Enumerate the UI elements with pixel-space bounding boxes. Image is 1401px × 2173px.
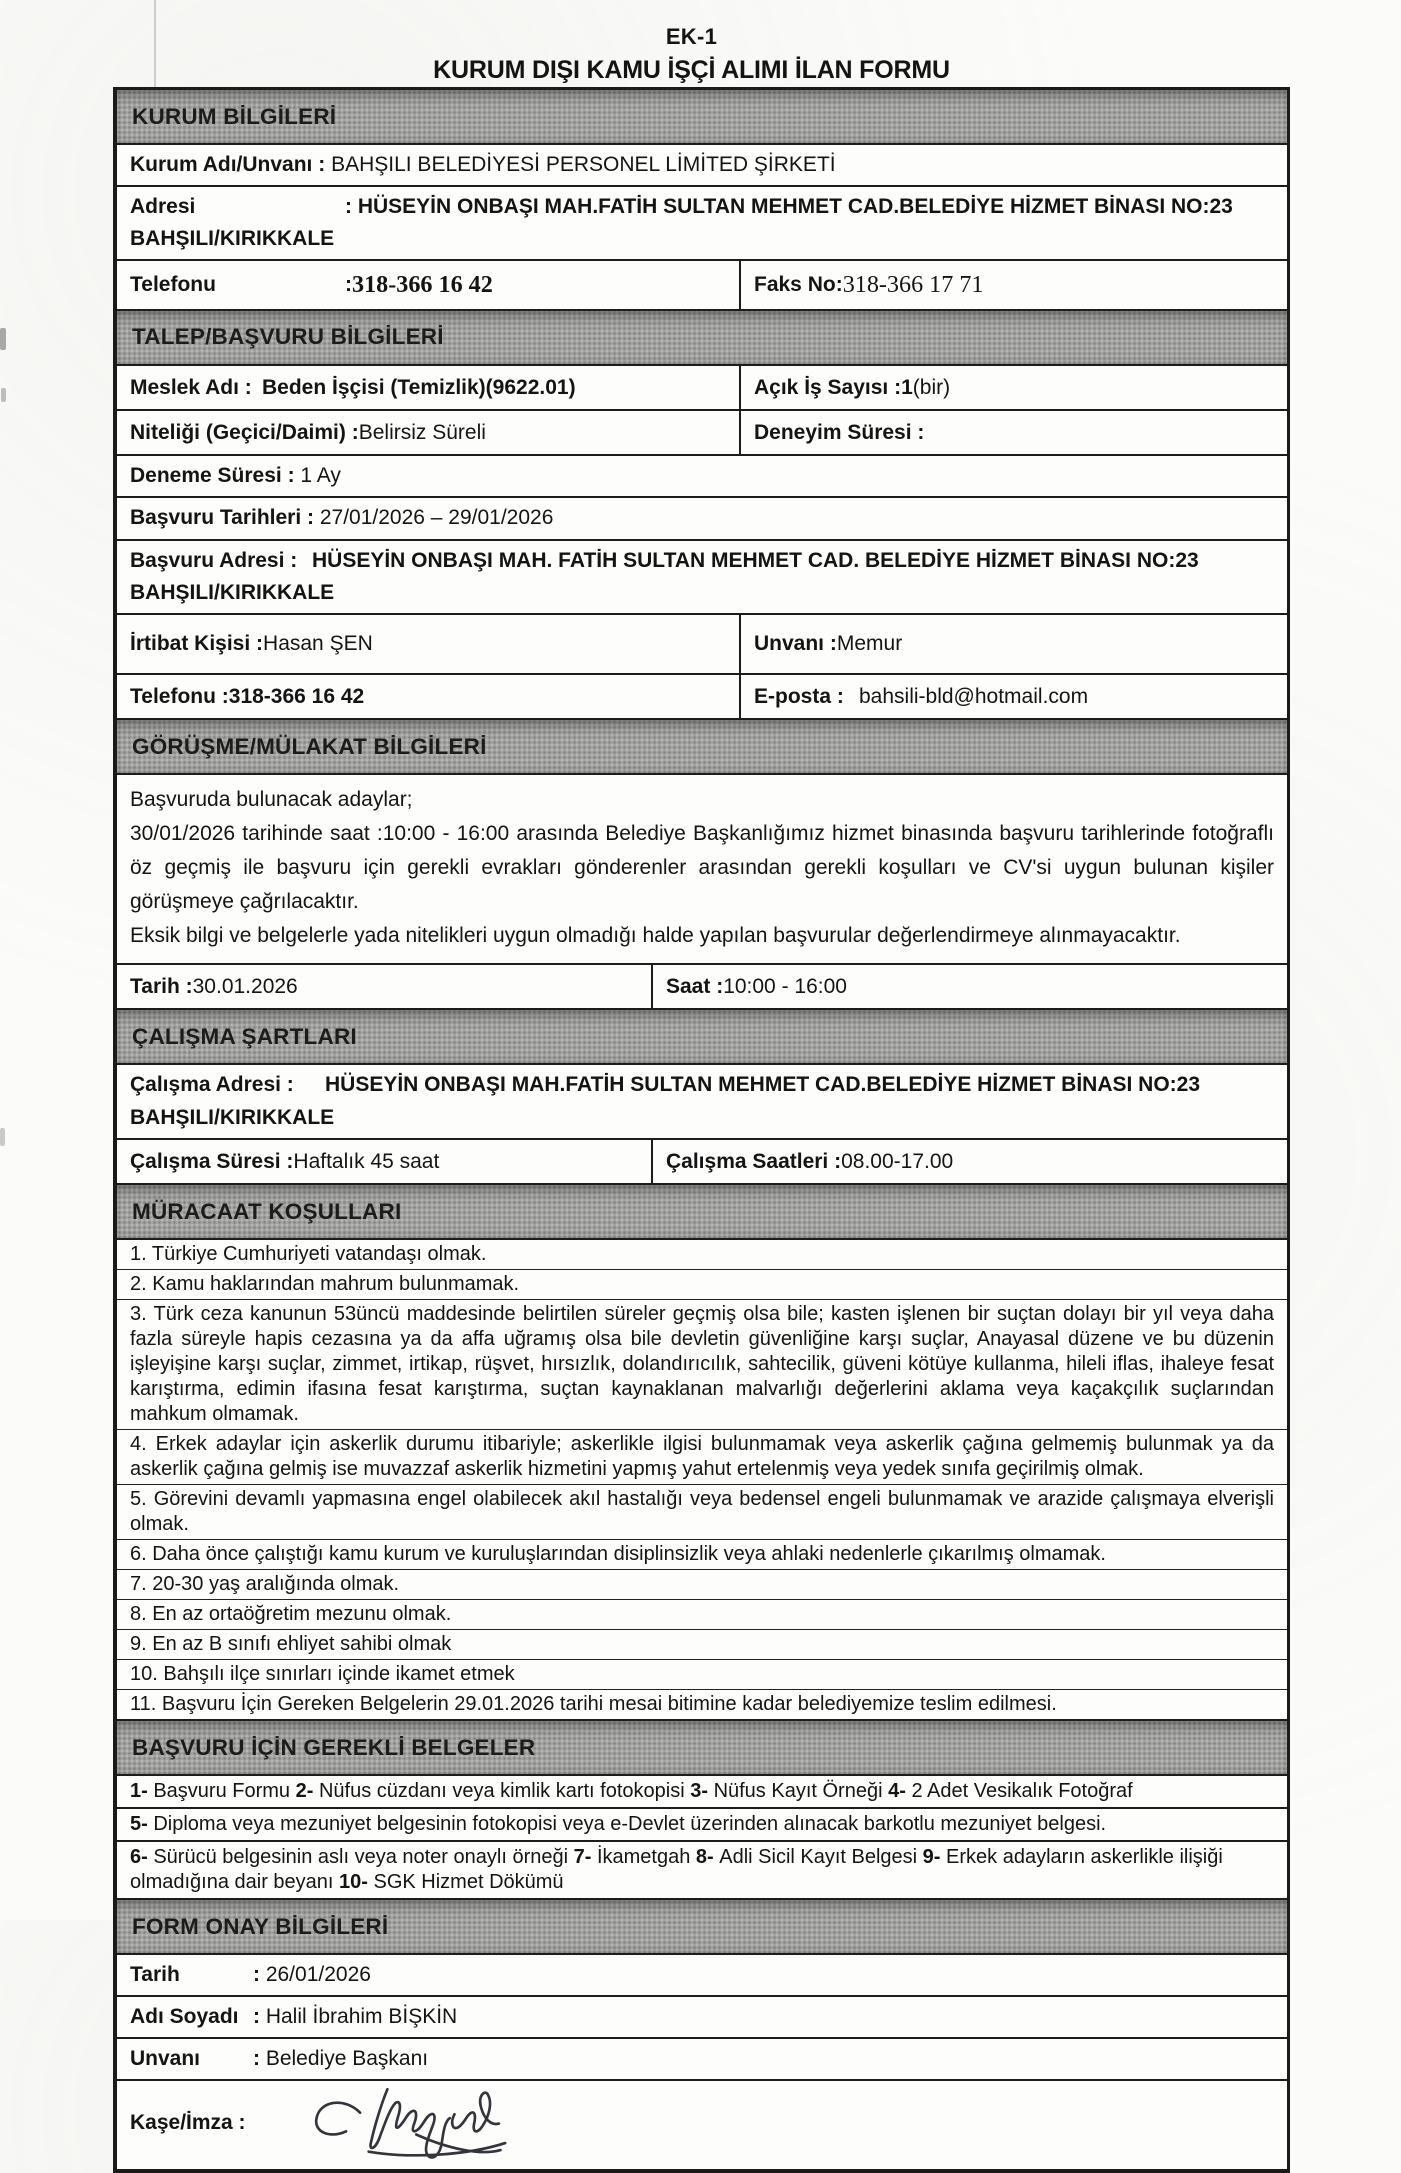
scan-edge-mark <box>0 328 6 350</box>
gorusme-saat-cell: Saat : 10:00 - 16:00 <box>666 975 847 999</box>
irtibat-kisisi-cell: İrtibat Kişisi : Hasan ŞEN <box>117 615 741 673</box>
calisma-adresi-line1: Çalışma Adresi : HÜSEYİN ONBAŞI MAH.FATİH SULTAN MEHMET CAD.BELEDİYE HİZMET BİNASI NO:23 <box>130 1073 1201 1097</box>
section-title: FORM ONAY BİLGİLERİ <box>132 1913 389 1939</box>
section-title: BAŞVURU İÇİN GEREKLİ BELGELER <box>132 1734 536 1760</box>
adresi-line1: Adresi : HÜSEYİN ONBAŞI MAH.FATİH SULTAN MEHMET CAD.BELEDİYE HİZMET BİNASI NO:23 <box>130 195 1233 219</box>
deneyim-suresi-cell: Deneyim Süresi : <box>754 421 925 445</box>
section-header-calisma-sartlari <box>117 1008 1287 1063</box>
row-telefon-faks <box>117 259 1287 308</box>
row-telefon-eposta <box>117 673 1287 718</box>
basvuru-tarihleri-text: Başvuru Tarihleri : 27/01/2026 – 29/01/2026 <box>130 506 554 530</box>
row-onay-adi-soyadi <box>117 1995 1287 2037</box>
row-niteligi-deneyim <box>117 409 1287 454</box>
scan-edge-mark <box>1 388 6 402</box>
section-header-gorusme-mulakat <box>117 718 1287 773</box>
gorusme-p2: 30/01/2026 tarihinde saat :10:00 - 16:00 arasında Belediye Başkanlığımız hizmet binasında başvuru tarihlerinde fotoğraflı öz geçmiş ile başvuru için gerekli evrakları gönderenler arasından gerekli koşulları ve CV'si uygun bulunan kişiler görüşmeye çağrılacaktır. <box>130 822 1274 914</box>
row-adresi <box>117 185 1287 259</box>
deneme-suresi-text: Deneme Süresi : 1 Ay <box>130 464 341 488</box>
onay-tarih-text: Tarih : 26/01/2026 <box>130 1963 371 1986</box>
row-onay-unvani <box>117 2037 1287 2079</box>
row-onay-tarih <box>117 1953 1287 1995</box>
meslek-adi-cell: Meslek Adı : Beden İşçisi (Temizlik)(9622.01) <box>117 366 741 409</box>
telefon-cell: Telefonu : 318-366 16 42 <box>117 261 741 308</box>
onay-unvani-text: Unvanı : Belediye Başkanı <box>130 2047 429 2071</box>
muracaat-item-2: 2. Kamu haklarından mahrum bulunmamak. <box>117 1269 1287 1299</box>
muracaat-item-4: 4. Erkek adaylar için askerlik durumu itibariyle; askerlikle ilgisi bulunmamak veya askerlik çağına gelmemiş bulunmak ya da askerlik çağına gelmiş ise muvazzaf askerlik hizmetini yapmış yahut ertelenmiş veya yedek sınıfa geçirilmiş olmak. <box>117 1429 1287 1484</box>
muracaat-item-6: 6. Daha önce çalıştığı kamu kurum ve kuruluşlarından disiplinsizlik veya ahlaki nedenlerle çıkarılmış olmamak. <box>117 1539 1287 1569</box>
belgeler-row-1: 1- Başvuru Formu 2- Nüfus cüzdanı veya kimlik kartı fotokopisi 3- Nüfus Kayıt Örneği 4- 2 Adet Vesikalık Fotoğraf <box>117 1774 1287 1807</box>
muracaat-item-8: 8. En az ortaöğretim mezunu olmak. <box>117 1599 1287 1629</box>
muracaat-item-3: 3. Türk ceza kanunun 53üncü maddesinde belirtilen süreler geçmiş olsa bile; kasten işlenen bir suçtan dolayı bir yıl veya daha fazla süreyle hapis cezasına ya da affa uğramış olsa bile devletin güvenliğine karşı suçlar, Anayasal düzene ve bu düzenin işleyişine karşı suçlar, zimmet, irtikap, rüşvet, hırsızlık, dolandırıcılık, sahtecilik, güveni kötüye kullanma, hileli iflas, ihaleye fesat karıştırma, edimin ifasına fesat karıştırma, suçtan kaynaklanan malvarlığı değerlerini aklama veya kaçakçılık suçlarından mahkum olmamak. <box>117 1299 1287 1429</box>
row-calisma-suresi-saatleri <box>117 1138 1287 1183</box>
muracaat-item-7: 7. 20-30 yaş aralığında olmak. <box>117 1569 1287 1599</box>
basvuru-adresi-line1: Başvuru Adresi : HÜSEYİN ONBAŞI MAH. FATİH SULTAN MEHMET CAD. BELEDİYE HİZMET BİNASI NO:23 <box>130 548 1199 572</box>
section-title: ÇALIŞMA ŞARTLARI <box>132 1023 357 1049</box>
gorusme-p3: Eksik bilgi ve belgelerle yada nitelikleri uygun olmadığı halde yapılan başvurular değerlendirmeye alınmayacaktır. <box>130 924 1181 948</box>
belgeler-row-3: 6- Sürücü belgesinin aslı veya noter onaylı örneği 7- İkametgah 8- Adli Sicil Kayıt Belgesi 9- Erkek adayların askerlikle ilişiği olmadığına dair beyanı 10- SGK Hizmet Dökümü <box>117 1840 1287 1898</box>
section-header-form-onay <box>117 1898 1287 1953</box>
eposta-cell: E-posta : bahsili-bld@hotmail.com <box>754 684 1089 708</box>
section-title: MÜRACAAT KOŞULLARI <box>132 1198 402 1224</box>
scan-edge-mark <box>0 1128 5 1146</box>
section-title: GÖRÜŞME/MÜLAKAT BİLGİLERİ <box>132 733 487 759</box>
row-basvuru-tarihleri <box>117 496 1287 538</box>
basvuru-adresi-line2: BAHŞILI/KIRIKKALE <box>130 580 335 604</box>
row-irtibat-unvan <box>117 613 1287 673</box>
gorusme-paragraph <box>117 773 1287 963</box>
section-header-muracaat-kosullari <box>117 1183 1287 1238</box>
document-header <box>103 24 1280 85</box>
faks-cell: Faks No: 318-366 17 71 <box>754 271 984 299</box>
signature-scribble-icon <box>260 2083 560 2161</box>
row-kurum-adi <box>117 143 1287 185</box>
telefon2-cell: Telefonu : 318-366 16 42 <box>117 675 741 718</box>
signature <box>260 2083 560 2161</box>
muracaat-item-1: 1. Türkiye Cumhuriyeti vatandaşı olmak. <box>117 1238 1287 1269</box>
section-header-gerekli-belgeler <box>117 1719 1287 1774</box>
muracaat-item-5: 5. Görevini devamlı yapmasına engel olabilecek akıl hastalığı veya bedensel engeli bulunmamak ve arazide çalışmaya elverişli olmak. <box>117 1484 1287 1539</box>
row-tarih-saat <box>117 963 1287 1008</box>
niteligi-cell: Niteliği (Geçici/Daimi) : Belirsiz Süreli <box>117 411 741 454</box>
muracaat-item-10: 10. Bahşılı ilçe sınırları içinde ikamet etmek <box>117 1659 1287 1689</box>
section-title: KURUM BİLGİLERİ <box>132 103 337 129</box>
adresi-line2: BAHŞILI/KIRIKKALE <box>130 227 335 251</box>
section-header-kurum-bilgileri <box>117 90 1287 143</box>
form-table <box>113 87 1290 2173</box>
section-title: TALEP/BAŞVURU BİLGİLERİ <box>132 324 444 350</box>
acik-is-sayisi-cell: Açık İş Sayısı : 1 (bir) <box>754 375 951 399</box>
row-meslek-acikis <box>117 364 1287 409</box>
calisma-adresi-line2: BAHŞILI/KIRIKKALE <box>130 1105 335 1129</box>
kase-imza-label: Kaşe/İmza : <box>130 2111 246 2135</box>
calisma-suresi-cell: Çalışma Süresi : Haftalık 45 saat <box>117 1140 653 1183</box>
muracaat-item-11: 11. Başvuru İçin Gereken Belgelerin 29.01.2026 tarihi mesai bitimine kadar belediyemize teslim edilmesi. <box>117 1689 1287 1719</box>
row-deneme-suresi <box>117 454 1287 496</box>
gorusme-tarih-cell: Tarih : 30.01.2026 <box>117 965 653 1008</box>
gorusme-p1: Başvuruda bulunacak adaylar; <box>130 788 413 812</box>
page-title: KURUM DIŞI KAMU İŞÇİ ALIMI İLAN FORMU <box>433 56 950 84</box>
calisma-saatleri-cell: Çalışma Saatleri : 08.00-17.00 <box>666 1149 954 1173</box>
section-header-talep-basvuru <box>117 309 1287 364</box>
muracaat-item-9: 9. En az B sınıfı ehliyet sahibi olmak <box>117 1629 1287 1659</box>
unvani-cell: Unvanı : Memur <box>754 632 903 656</box>
row-basvuru-adresi <box>117 539 1287 613</box>
row-calisma-adresi <box>117 1063 1287 1137</box>
onay-adi-soyadi-text: Adı Soyadı: Halil İbrahim BİŞKİN <box>130 2005 458 2029</box>
kurum-adi-text: Kurum Adı/Unvanı : BAHŞILI BELEDİYESİ PERSONEL LİMİTED ŞİRKETİ <box>130 153 836 176</box>
row-kase-imza <box>117 2079 1287 2169</box>
ek-label: EK-1 <box>665 24 718 49</box>
belgeler-row-2: 5- Diploma veya mezuniyet belgesinin fotokopisi veya e-Devlet üzerinden alınacak barkotlu mezuniyet belgesi. <box>117 1807 1287 1840</box>
